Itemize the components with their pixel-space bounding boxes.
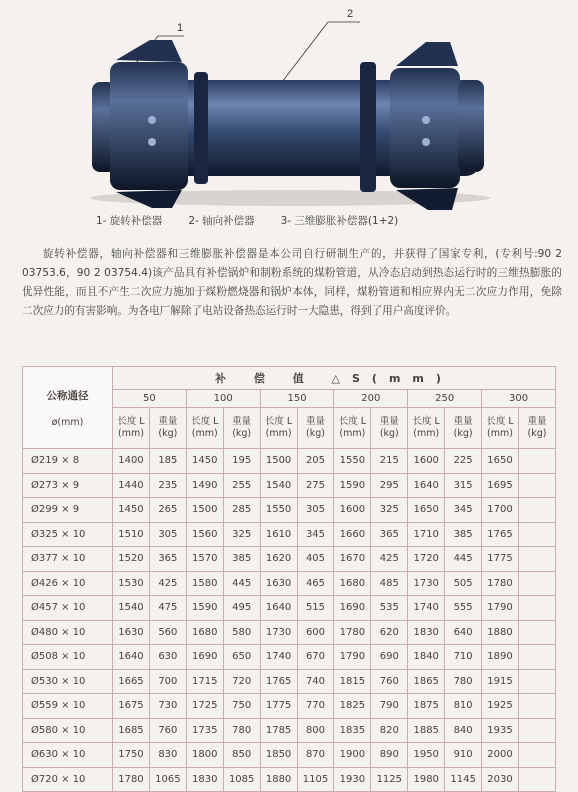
compensation-value: 300 (482, 390, 556, 408)
dn-cell: Ø325 × 10 (23, 522, 113, 547)
weight-cell: 740 (297, 669, 334, 694)
weight-cell: 720 (223, 669, 260, 694)
axial-compensator (390, 68, 460, 188)
weight-cell: 780 (223, 718, 260, 743)
weight-cell: 830 (149, 743, 186, 768)
bracket-top-right (396, 42, 458, 66)
dn-header: 公称通径 (46, 389, 89, 402)
weight-cell: 580 (223, 620, 260, 645)
table-row (23, 449, 556, 474)
length-cell: 1765 (260, 669, 297, 694)
caption-rotary: 1- 旋转补偿器 (96, 215, 163, 227)
description-paragraph: 旋转补偿器，轴向补偿器和三维膨胀补偿器是本公司自行研制生产的，并获得了国家专利，(专利号:90 2 03753.6，90 2 03754.4)该产品具有补偿锅炉和制粉系统的煤粉管道，从冷态启动到热态运行时的三维热膨胀的优异性能，而且不产生二次应力施加于煤粉燃烧器和锅炉本体，同样，煤粉管道和相应界内无二次应力作用，免除二次应力的有害影响。为各电厂解除了电站设备热态运行时一大隐患，得到了用户高度评价。 (22, 248, 562, 317)
length-cell: 1740 (260, 645, 297, 670)
table-row (23, 669, 556, 694)
weight-cell: 255 (223, 473, 260, 498)
length-cell: 1520 (113, 547, 150, 572)
weight-cell: 840 (445, 718, 482, 743)
dn-cell: Ø480 × 10 (23, 620, 113, 645)
length-cell: 1630 (113, 620, 150, 645)
length-cell: 1540 (260, 473, 297, 498)
weight-cell: 535 (371, 596, 408, 621)
callout-label-2: 2 (347, 8, 354, 20)
length-cell: 2030 (482, 767, 519, 792)
weight-cell: 425 (149, 571, 186, 596)
length-cell: 1790 (482, 596, 519, 621)
rotary-compensator (110, 62, 188, 190)
weight-cell: 555 (445, 596, 482, 621)
dn-cell: Ø273 × 9 (23, 473, 113, 498)
weight-cell: 710 (445, 645, 482, 670)
flange-middle (360, 62, 376, 192)
weight-cell (518, 596, 555, 621)
weight-cell (518, 767, 555, 792)
weight-cell: 910 (445, 743, 482, 768)
length-cell: 1790 (334, 645, 371, 670)
weight-cell: 890 (371, 743, 408, 768)
callout-label-1: 1 (177, 22, 184, 34)
length-cell: 1590 (334, 473, 371, 498)
length-cell: 1675 (113, 694, 150, 719)
dn-cell: Ø426 × 10 (23, 571, 113, 596)
length-cell: 1900 (334, 743, 371, 768)
weight-cell: 650 (223, 645, 260, 670)
length-header: 长度 L (mm) (260, 408, 297, 449)
length-cell: 1780 (334, 620, 371, 645)
length-cell: 1915 (482, 669, 519, 694)
weight-cell (518, 620, 555, 645)
length-cell: 1730 (408, 571, 445, 596)
weight-cell (518, 669, 555, 694)
length-cell: 1640 (408, 473, 445, 498)
weight-cell: 485 (371, 571, 408, 596)
weight-cell: 445 (445, 547, 482, 572)
weight-header: 重量 (kg) (149, 408, 186, 449)
length-cell: 1670 (334, 547, 371, 572)
table-row (23, 547, 556, 572)
weight-cell: 425 (371, 547, 408, 572)
weight-header: 重量 (kg) (223, 408, 260, 449)
weight-cell: 760 (371, 669, 408, 694)
table-row (23, 620, 556, 645)
compensation-value: 150 (260, 390, 334, 408)
table-header-row (23, 367, 556, 390)
weight-cell: 345 (445, 498, 482, 523)
weight-cell: 235 (149, 473, 186, 498)
table-row (23, 694, 556, 719)
length-cell: 1630 (260, 571, 297, 596)
bolt-icon (148, 116, 156, 124)
length-cell: 1510 (113, 522, 150, 547)
length-cell: 1780 (113, 767, 150, 792)
weight-cell (518, 743, 555, 768)
dn-cell: Ø559 × 10 (23, 694, 113, 719)
table-row (23, 718, 556, 743)
weight-cell: 1105 (297, 767, 334, 792)
compensation-value: 50 (113, 390, 187, 408)
length-cell: 1775 (482, 547, 519, 572)
weight-cell: 345 (297, 522, 334, 547)
length-cell: 1830 (186, 767, 223, 792)
length-cell: 1785 (260, 718, 297, 743)
weight-cell: 670 (297, 645, 334, 670)
table-row (23, 473, 556, 498)
length-cell: 1740 (408, 596, 445, 621)
weight-cell: 770 (297, 694, 334, 719)
length-cell: 1750 (113, 743, 150, 768)
length-cell: 1500 (186, 498, 223, 523)
weight-cell: 365 (371, 522, 408, 547)
table-row (23, 498, 556, 523)
length-cell: 1570 (186, 547, 223, 572)
weight-cell (518, 645, 555, 670)
weight-header: 重量 (kg) (297, 408, 334, 449)
dn-header-cell (23, 367, 113, 449)
weight-cell: 215 (371, 449, 408, 474)
length-cell: 1450 (113, 498, 150, 523)
weight-cell: 325 (371, 498, 408, 523)
weight-cell: 870 (297, 743, 334, 768)
flange-left (194, 72, 208, 184)
weight-cell: 820 (371, 718, 408, 743)
table-row (23, 767, 556, 792)
weight-cell: 225 (445, 449, 482, 474)
length-cell: 1450 (186, 449, 223, 474)
weight-cell (518, 718, 555, 743)
length-cell: 1560 (186, 522, 223, 547)
length-cell: 1590 (186, 596, 223, 621)
weight-cell: 475 (149, 596, 186, 621)
dn-cell: Ø219 × 8 (23, 449, 113, 474)
length-cell: 1640 (113, 645, 150, 670)
length-cell: 2000 (482, 743, 519, 768)
weight-cell: 385 (223, 547, 260, 572)
length-cell: 1600 (334, 498, 371, 523)
length-cell: 1715 (186, 669, 223, 694)
length-cell: 1680 (186, 620, 223, 645)
length-cell: 1720 (408, 547, 445, 572)
bolt-icon (148, 138, 156, 146)
length-cell: 1620 (260, 547, 297, 572)
caption-3d: 3- 三维膨胀补偿器(1+2) (280, 215, 399, 227)
length-cell: 1840 (408, 645, 445, 670)
weight-cell (518, 449, 555, 474)
length-cell: 1665 (113, 669, 150, 694)
weight-cell: 690 (371, 645, 408, 670)
weight-cell: 515 (297, 596, 334, 621)
compensation-value: 200 (334, 390, 408, 408)
length-header: 长度 L (mm) (408, 408, 445, 449)
weight-cell: 365 (149, 547, 186, 572)
length-cell: 1765 (482, 522, 519, 547)
weight-cell: 305 (297, 498, 334, 523)
length-cell: 1830 (408, 620, 445, 645)
dn-cell: Ø299 × 9 (23, 498, 113, 523)
weight-cell: 305 (149, 522, 186, 547)
weight-cell: 265 (149, 498, 186, 523)
length-cell: 1980 (408, 767, 445, 792)
length-cell: 1690 (186, 645, 223, 670)
weight-cell: 810 (445, 694, 482, 719)
weight-cell: 1145 (445, 767, 482, 792)
weight-cell (518, 498, 555, 523)
weight-cell: 560 (149, 620, 186, 645)
weight-cell: 800 (297, 718, 334, 743)
length-cell: 1550 (260, 498, 297, 523)
length-cell: 1735 (186, 718, 223, 743)
product-photo (60, 0, 530, 215)
compensation-value: 100 (186, 390, 260, 408)
weight-cell: 730 (149, 694, 186, 719)
length-cell: 1500 (260, 449, 297, 474)
weight-cell: 1065 (149, 767, 186, 792)
length-cell: 1935 (482, 718, 519, 743)
weight-cell: 495 (223, 596, 260, 621)
callout-line-2b (282, 22, 328, 82)
table-row (23, 645, 556, 670)
weight-header: 重量 (kg) (518, 408, 555, 449)
length-cell: 1815 (334, 669, 371, 694)
length-cell: 1610 (260, 522, 297, 547)
weight-cell (518, 547, 555, 572)
length-cell: 1875 (408, 694, 445, 719)
weight-cell: 1125 (371, 767, 408, 792)
length-cell: 1880 (260, 767, 297, 792)
table-row (23, 596, 556, 621)
length-cell: 1730 (260, 620, 297, 645)
table-row (23, 743, 556, 768)
weight-cell: 295 (371, 473, 408, 498)
weight-cell: 630 (149, 645, 186, 670)
length-cell: 1640 (260, 596, 297, 621)
length-cell: 1490 (186, 473, 223, 498)
length-cell: 1725 (186, 694, 223, 719)
length-cell: 1550 (334, 449, 371, 474)
length-header: 长度 L (mm) (113, 408, 150, 449)
weight-header: 重量 (kg) (371, 408, 408, 449)
length-cell: 1775 (260, 694, 297, 719)
weight-cell: 465 (297, 571, 334, 596)
length-cell: 1890 (482, 645, 519, 670)
dn-cell: Ø580 × 10 (23, 718, 113, 743)
bolt-icon (422, 116, 430, 124)
length-header: 长度 L (mm) (334, 408, 371, 449)
table-row (23, 522, 556, 547)
length-cell: 1695 (482, 473, 519, 498)
weight-cell: 325 (223, 522, 260, 547)
length-cell: 1540 (113, 596, 150, 621)
weight-cell (518, 473, 555, 498)
weight-cell: 185 (149, 449, 186, 474)
right-end-flange (458, 80, 484, 172)
length-cell: 1700 (482, 498, 519, 523)
length-cell: 1400 (113, 449, 150, 474)
length-cell: 1710 (408, 522, 445, 547)
length-cell: 1925 (482, 694, 519, 719)
figure-caption (96, 213, 516, 228)
bracket-top-left (116, 40, 182, 62)
weight-cell: 640 (445, 620, 482, 645)
length-cell: 1880 (482, 620, 519, 645)
dn-unit: ø(mm) (51, 416, 84, 428)
length-cell: 1685 (113, 718, 150, 743)
weight-header: 重量 (kg) (445, 408, 482, 449)
table-row (23, 571, 556, 596)
length-cell: 1950 (408, 743, 445, 768)
weight-cell: 750 (223, 694, 260, 719)
length-cell: 1800 (186, 743, 223, 768)
length-header: 长度 L (mm) (186, 408, 223, 449)
length-cell: 1835 (334, 718, 371, 743)
dn-cell: Ø630 × 10 (23, 743, 113, 768)
weight-cell: 620 (371, 620, 408, 645)
spec-table (22, 366, 556, 792)
length-cell: 1690 (334, 596, 371, 621)
weight-cell: 780 (445, 669, 482, 694)
weight-cell: 275 (297, 473, 334, 498)
length-cell: 1530 (113, 571, 150, 596)
weight-cell: 445 (223, 571, 260, 596)
length-header: 长度 L (mm) (482, 408, 519, 449)
length-cell: 1850 (260, 743, 297, 768)
length-cell: 1660 (334, 522, 371, 547)
weight-cell: 195 (223, 449, 260, 474)
weight-cell: 385 (445, 522, 482, 547)
length-cell: 1885 (408, 718, 445, 743)
bolt-icon (422, 138, 430, 146)
weight-cell: 760 (149, 718, 186, 743)
dn-cell: Ø508 × 10 (23, 645, 113, 670)
length-cell: 1780 (482, 571, 519, 596)
dn-cell: Ø457 × 10 (23, 596, 113, 621)
weight-cell: 285 (223, 498, 260, 523)
compensation-header: 补 偿 值 △S(mm) (113, 367, 556, 390)
dn-cell: Ø530 × 10 (23, 669, 113, 694)
weight-cell: 700 (149, 669, 186, 694)
weight-cell (518, 571, 555, 596)
length-cell: 1600 (408, 449, 445, 474)
weight-cell (518, 694, 555, 719)
weight-cell: 850 (223, 743, 260, 768)
weight-cell: 205 (297, 449, 334, 474)
length-cell: 1825 (334, 694, 371, 719)
length-cell: 1680 (334, 571, 371, 596)
weight-cell: 1085 (223, 767, 260, 792)
length-cell: 1440 (113, 473, 150, 498)
caption-axial: 2- 轴向补偿器 (188, 215, 255, 227)
weight-cell: 315 (445, 473, 482, 498)
dn-cell: Ø720 × 10 (23, 767, 113, 792)
dn-cell: Ø377 × 10 (23, 547, 113, 572)
length-cell: 1865 (408, 669, 445, 694)
length-cell: 1930 (334, 767, 371, 792)
weight-cell: 505 (445, 571, 482, 596)
compensation-value: 250 (408, 390, 482, 408)
length-cell: 1580 (186, 571, 223, 596)
length-cell: 1650 (408, 498, 445, 523)
weight-cell: 790 (371, 694, 408, 719)
length-cell: 1650 (482, 449, 519, 474)
weight-cell: 600 (297, 620, 334, 645)
weight-cell (518, 522, 555, 547)
weight-cell: 405 (297, 547, 334, 572)
